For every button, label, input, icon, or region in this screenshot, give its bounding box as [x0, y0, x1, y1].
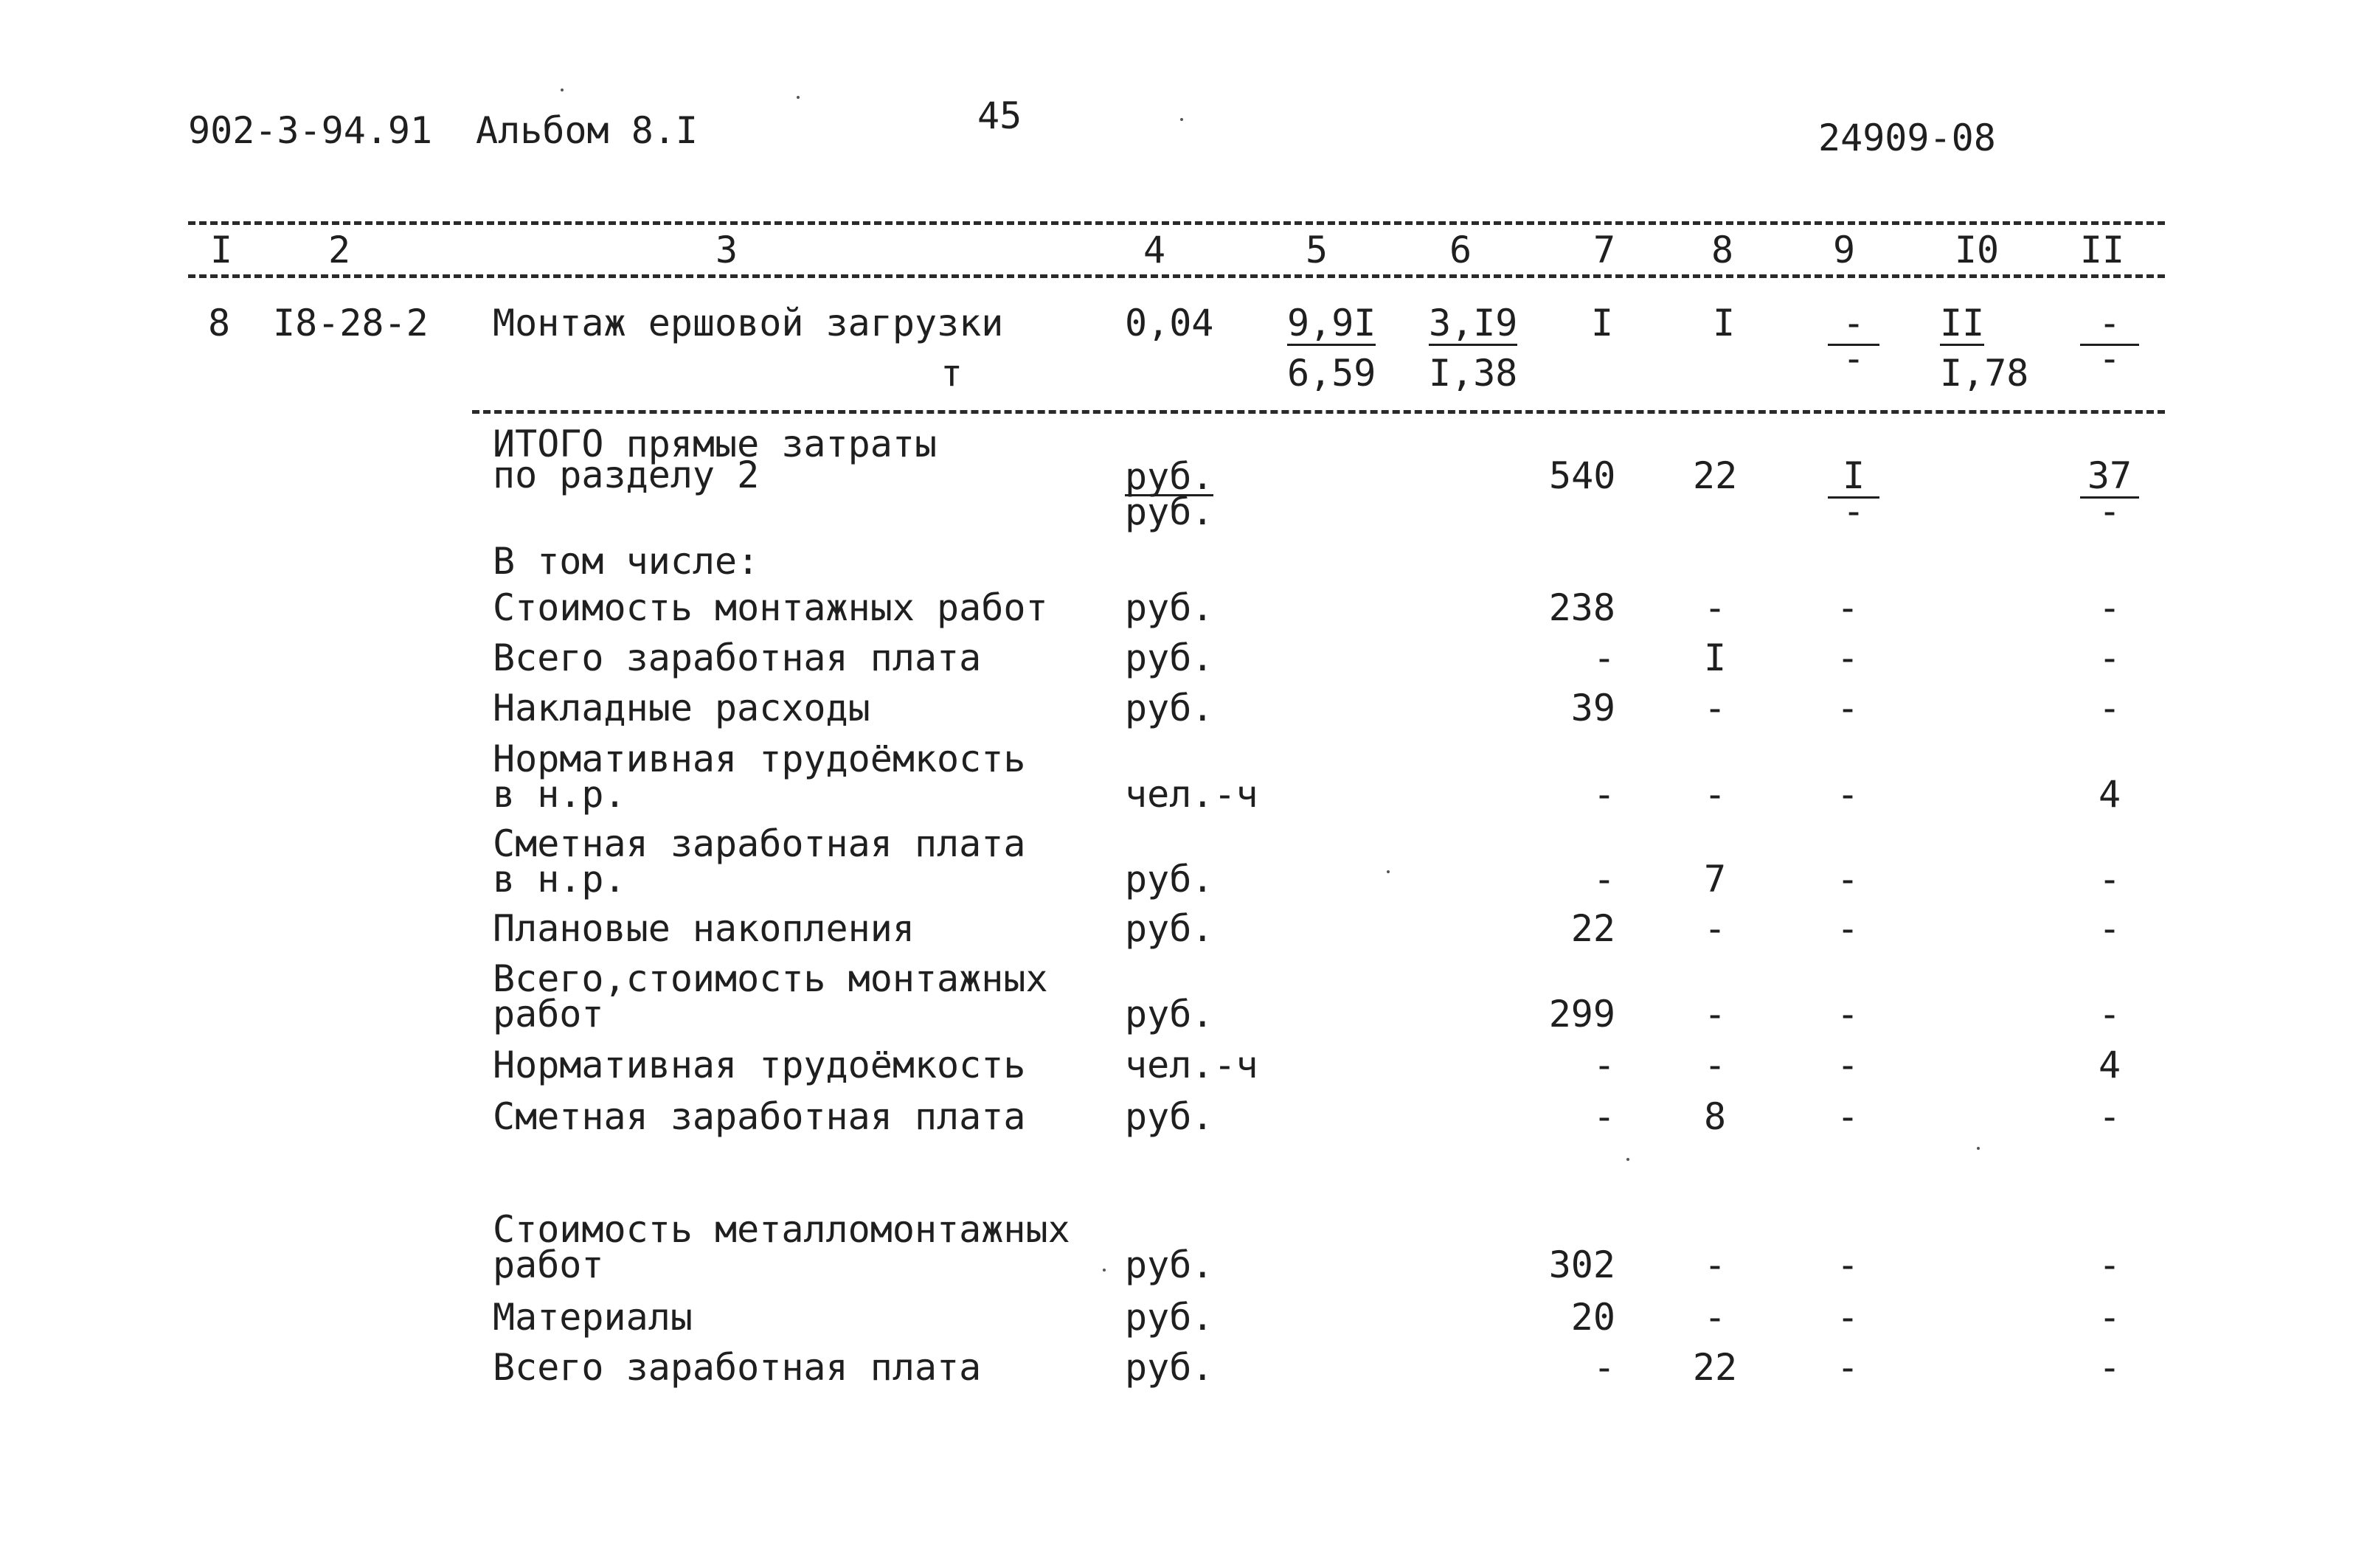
- column-number-2: 2: [328, 229, 351, 271]
- row-label-continuation: работ: [493, 993, 604, 1035]
- entry-number: 8: [208, 302, 231, 344]
- row-col7: 299: [1548, 993, 1615, 1035]
- column-number-9: 9: [1832, 229, 1856, 271]
- entry-name: Монтаж ершовой загрузки: [493, 302, 1004, 344]
- row-label: Всего заработная плата: [493, 1346, 982, 1389]
- row-label: Стоимость монтажных работ: [493, 586, 1048, 629]
- row-unit: руб.: [1125, 993, 1214, 1035]
- row-label-continuation: в н.р.: [493, 773, 626, 816]
- row-label: Всего заработная плата: [493, 636, 982, 679]
- row-col8: 8: [1703, 1095, 1727, 1138]
- row-col8: -: [1703, 773, 1727, 816]
- row-unit: руб.: [1125, 586, 1214, 629]
- row-col9: -: [1836, 586, 1860, 629]
- row-col7: 302: [1548, 1243, 1615, 1286]
- entry-separator-rule: [472, 410, 2165, 414]
- row-col11: -: [2098, 1095, 2121, 1138]
- row-col11: -: [2098, 1296, 2121, 1339]
- row-col11: -: [2098, 993, 2121, 1035]
- row-col8: I: [1703, 636, 1727, 679]
- row-col7: -: [1593, 773, 1615, 816]
- row-col7: -: [1593, 858, 1615, 901]
- row-unit: руб.: [1125, 1095, 1214, 1138]
- scan-speck: [1387, 870, 1390, 873]
- column-number-4: 4: [1143, 229, 1166, 271]
- header-bottom-rule: [188, 274, 2165, 278]
- entry-col10-top: II: [1940, 302, 1985, 344]
- row-unit: чел.-ч: [1125, 1044, 1258, 1086]
- row-col9: -: [1836, 858, 1860, 901]
- row-label-continuation: работ: [493, 1243, 604, 1286]
- row-col7: -: [1593, 1346, 1615, 1389]
- entry-col7: I: [1591, 302, 1614, 344]
- row-col11: -: [2098, 687, 2121, 729]
- row-label: Сметная заработная плата: [493, 822, 1026, 865]
- scan-speck: [1626, 1158, 1629, 1161]
- row-col7: 39: [1570, 687, 1615, 729]
- row-col11: -: [2098, 1346, 2121, 1389]
- entry-col9-bottom: -: [1842, 337, 1865, 380]
- column-number-1: I: [209, 229, 233, 271]
- row-unit: руб.: [1125, 1243, 1214, 1286]
- scan-speck: [797, 96, 800, 99]
- total-col11-bottom: -: [2098, 490, 2121, 533]
- column-number-10: I0: [1954, 229, 2000, 271]
- row-col11: -: [2098, 636, 2121, 679]
- row-label: Сметная заработная плата: [493, 1095, 1026, 1138]
- row-col7: -: [1593, 1044, 1615, 1086]
- total-col9-top: I: [1828, 455, 1879, 499]
- row-col8: -: [1703, 907, 1727, 950]
- row-col9: -: [1836, 773, 1860, 816]
- row-label: Накладные расходы: [493, 687, 870, 729]
- entry-col5-top: 9,9I: [1287, 302, 1376, 344]
- entry-quantity: 0,04: [1125, 302, 1214, 344]
- total-col8: 22: [1693, 454, 1738, 497]
- row-col7: 20: [1570, 1296, 1615, 1339]
- row-label-continuation: в н.р.: [493, 858, 626, 901]
- total-label-line2: по разделу 2: [493, 454, 760, 496]
- row-col11: 4: [2098, 1044, 2121, 1086]
- row-col9: -: [1836, 636, 1860, 679]
- row-col9: -: [1836, 1243, 1860, 1286]
- entry-col11-top: -: [2080, 302, 2139, 346]
- row-unit: руб.: [1125, 907, 1214, 950]
- archive-stamp-number: 24909-08: [1818, 117, 1996, 159]
- total-col7: 540: [1549, 454, 1616, 497]
- entry-col9-top: -: [1828, 302, 1879, 346]
- row-unit: руб.: [1125, 858, 1214, 901]
- row-label: Нормативная трудоёмкость: [493, 738, 1026, 780]
- row-label: Нормативная трудоёмкость: [493, 1044, 1026, 1086]
- row-col9: -: [1836, 1044, 1860, 1086]
- column-number-6: 6: [1449, 229, 1472, 271]
- scan-speck: [561, 89, 564, 91]
- entry-col5-bottom: 6,59: [1287, 352, 1376, 395]
- row-col9: -: [1836, 907, 1860, 950]
- entry-col11-bottom: -: [2098, 337, 2121, 380]
- row-label: Материалы: [493, 1296, 693, 1339]
- row-col8: -: [1703, 993, 1727, 1035]
- row-label: Стоимость металломонтажных: [493, 1208, 1070, 1251]
- including-label: В том числе:: [493, 540, 760, 583]
- row-col9: -: [1836, 993, 1860, 1035]
- row-col7: 22: [1570, 907, 1615, 950]
- row-col9: -: [1836, 687, 1860, 729]
- column-number-5: 5: [1305, 229, 1328, 271]
- row-col11: -: [2098, 858, 2121, 901]
- row-unit: руб.: [1125, 687, 1214, 729]
- total-label-line1: ИТОГО прямые затраты: [493, 423, 938, 465]
- total-unit-top: руб.: [1125, 455, 1214, 498]
- row-col9: -: [1836, 1095, 1860, 1138]
- row-col8: -: [1703, 1044, 1727, 1086]
- row-col11: -: [2098, 586, 2121, 629]
- page-number: 45: [977, 94, 1022, 137]
- row-col8: 7: [1703, 858, 1727, 901]
- row-unit: чел.-ч: [1125, 773, 1258, 816]
- row-col7: -: [1593, 1095, 1615, 1138]
- row-col11: -: [2098, 1243, 2121, 1286]
- row-col7: -: [1593, 636, 1615, 679]
- album-label: Альбом 8.I: [476, 109, 699, 152]
- row-col8: -: [1703, 687, 1727, 729]
- scan-speck: [1977, 1147, 1980, 1150]
- entry-col8: I: [1713, 302, 1736, 344]
- entry-unit-mark: т: [940, 352, 963, 395]
- row-col7: 238: [1548, 586, 1615, 629]
- scan-speck: [1180, 118, 1183, 121]
- row-label: Плановые накопления: [493, 907, 915, 950]
- entry-col6-top: 3,I9: [1429, 302, 1518, 344]
- column-number-7: 7: [1593, 229, 1616, 271]
- total-col9-bottom: -: [1842, 490, 1865, 533]
- entry-col6-bottom: I,38: [1429, 352, 1518, 395]
- total-unit-bottom: руб.: [1125, 490, 1214, 533]
- row-col11: -: [2098, 907, 2121, 950]
- entry-col10-bottom: I,78: [1940, 352, 2029, 395]
- row-unit: руб.: [1125, 1296, 1214, 1339]
- row-unit: руб.: [1125, 636, 1214, 679]
- column-number-11: II: [2079, 229, 2125, 271]
- row-unit: руб.: [1125, 1346, 1214, 1389]
- row-col8: -: [1703, 1296, 1727, 1339]
- entry-code: I8-28-2: [273, 302, 429, 344]
- total-col11-top: 37: [2080, 455, 2139, 499]
- row-col9: -: [1836, 1346, 1860, 1389]
- column-number-3: 3: [715, 229, 738, 271]
- row-label: Всего,стоимость монтажных: [493, 957, 1048, 1000]
- row-col8: 22: [1692, 1346, 1738, 1389]
- row-col9: -: [1836, 1296, 1860, 1339]
- document-code: 902-3-94.91: [188, 109, 433, 152]
- header-top-rule: [188, 221, 2165, 225]
- column-number-8: 8: [1711, 229, 1734, 271]
- scan-speck: [1103, 1269, 1106, 1272]
- row-col8: -: [1703, 1243, 1727, 1286]
- row-col8: -: [1703, 586, 1727, 629]
- row-col11: 4: [2098, 773, 2121, 816]
